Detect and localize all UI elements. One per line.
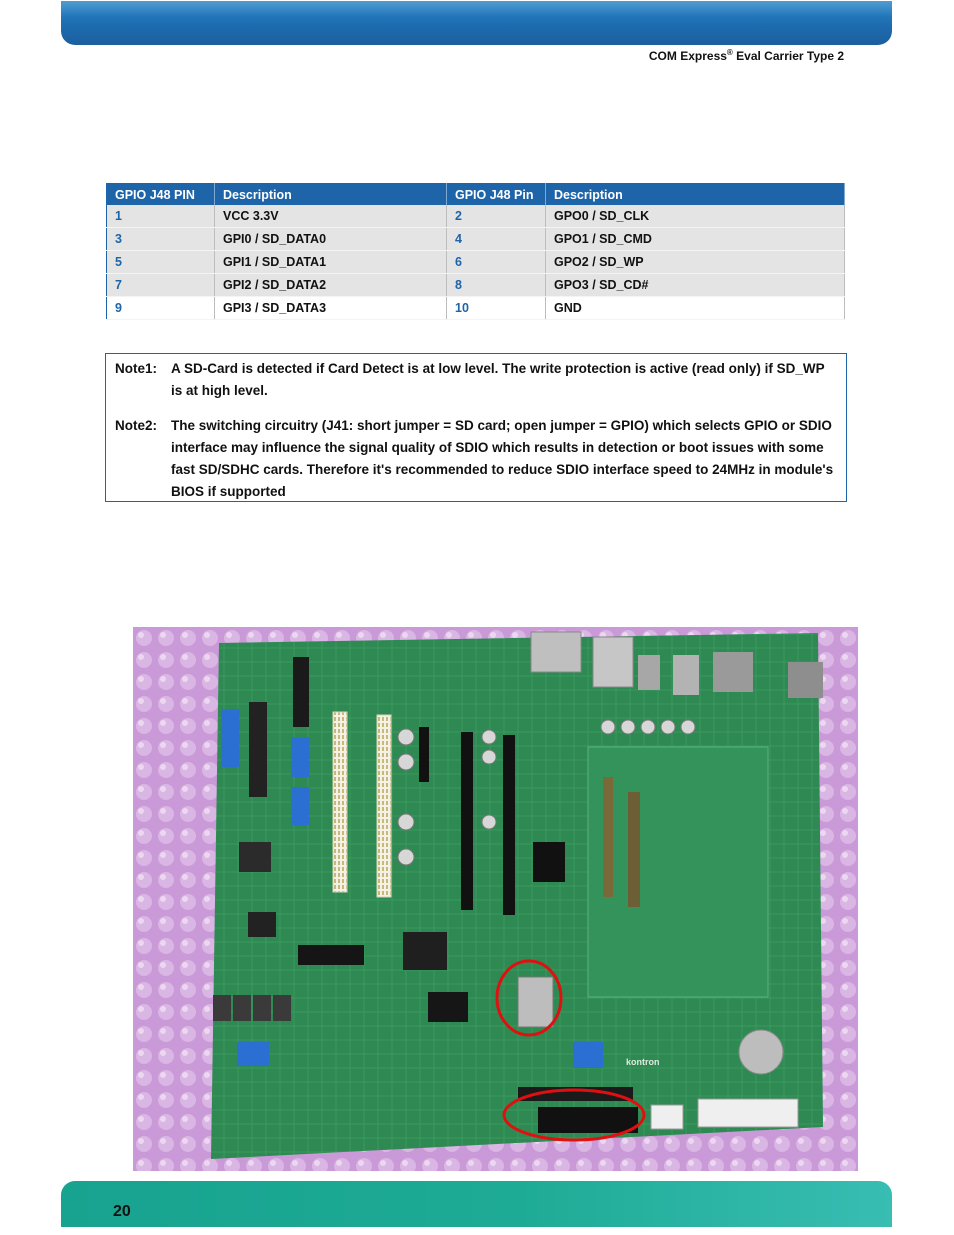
pin-description: GPI1 / SD_DATA1	[215, 251, 447, 274]
page-number: 20	[113, 1203, 131, 1220]
header-banner	[61, 1, 892, 45]
note-label: Note2:	[115, 418, 158, 433]
pin-number: 4	[447, 228, 546, 251]
pin-description: GPI0 / SD_DATA0	[215, 228, 447, 251]
table-row	[107, 228, 845, 251]
table-row	[107, 297, 845, 320]
pin-number: 3	[107, 228, 215, 251]
cmos-battery	[739, 1030, 783, 1074]
table-header-row	[107, 184, 845, 206]
pin-number: 7	[107, 274, 215, 297]
pin-description: GPO0 / SD_CLK	[546, 205, 845, 228]
sd-card-slot	[518, 977, 553, 1027]
footer-bar	[61, 1181, 892, 1227]
pin-description: GPI2 / SD_DATA2	[215, 274, 447, 297]
pin-number: 10	[447, 297, 546, 320]
pin-number: 8	[447, 274, 546, 297]
note-text: The switching circuitry (J41: short jumper = SD card; open jumper = GPIO) which selects GPIO or SDIO interface may influence the signal quality of SDIO which results in detection or boot issues with some fast SD/SDHC cards. Therefore it's recommended to reduce SDIO interface speed to 24MHz in module's BIOS if supported	[171, 418, 834, 499]
note-label: Note1:	[115, 361, 158, 376]
pin-description: VCC 3.3V	[215, 205, 447, 228]
pin-number: 5	[107, 251, 215, 274]
carrier-board-photo	[133, 627, 858, 1171]
note-2	[115, 415, 836, 503]
notes-box	[105, 353, 847, 502]
table-row	[107, 274, 845, 297]
column-header: GPIO J48 Pin	[447, 184, 546, 206]
note-text: A SD-Card is detected if Card Detect is at low level. The write protection is active (read only) if SD_WP is at high level.	[171, 361, 825, 398]
pin-description: GPO3 / SD_CD#	[546, 274, 845, 297]
com-express-module-area	[588, 747, 768, 997]
column-header: GPIO J48 PIN	[107, 184, 215, 206]
pin-description: GND	[546, 297, 845, 320]
column-header: Description	[546, 184, 845, 206]
note-1	[115, 358, 836, 402]
table-row	[107, 251, 845, 274]
board-logo: kontron	[626, 1057, 660, 1067]
pin-description: GPO2 / SD_WP	[546, 251, 845, 274]
pin-number: 1	[107, 205, 215, 228]
document-title: COM Express® Eval Carrier Type 2	[648, 48, 844, 63]
gpio-pin-table	[106, 183, 845, 320]
pin-description: GPO1 / SD_CMD	[546, 228, 845, 251]
table-row	[107, 205, 845, 228]
pin-description: GPI3 / SD_DATA3	[215, 297, 447, 320]
pin-number: 6	[447, 251, 546, 274]
column-header: Description	[215, 184, 447, 206]
pin-number: 2	[447, 205, 546, 228]
pin-number: 9	[107, 297, 215, 320]
